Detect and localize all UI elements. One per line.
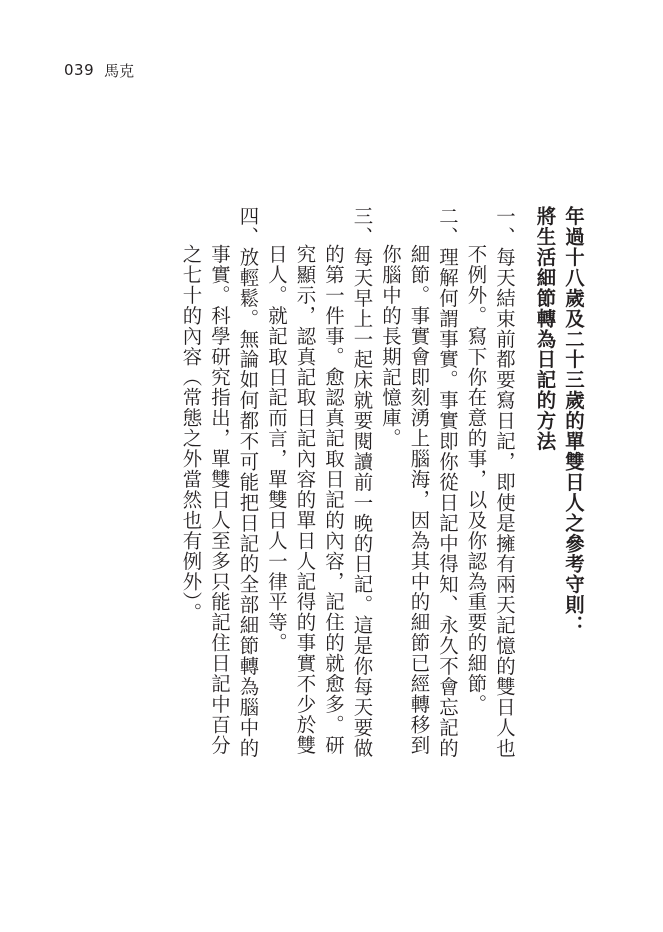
rule-text: 一、每天結束前都要寫日記，即使是擁有兩天記憶的雙日人也不例外。寫下你在意的事，以及你認為重要的細節。 xyxy=(464,206,516,759)
heading-line-2: 將生活細節轉為日記的方法 xyxy=(533,206,557,452)
rule-item xyxy=(461,206,518,774)
rule-item xyxy=(176,206,262,774)
rule-item xyxy=(376,206,462,774)
book-title: 馬克 xyxy=(104,61,135,80)
rule-text: 四、放輕鬆。無論如何都不可能把日記的全部細節轉為腦中的事實。科學研究指出，單雙日人至多只能記住日記中百分之七十的內容（常態之外當然也有例外）。 xyxy=(179,206,260,759)
page-header xyxy=(64,58,134,82)
rule-text: 二、理解何謂事實。事實即你從日記中得知、永久不會忘記的細節。事實會即刻湧上腦海，因為其中的細節已經轉移到你腦中的長期記憶庫。 xyxy=(379,206,459,759)
page-number: 039 xyxy=(64,61,95,79)
body-text xyxy=(179,206,587,774)
heading-line-1: 年過十八歲及二十三歲的單雙日人之參考守則： xyxy=(562,206,585,636)
rule-item xyxy=(262,206,376,774)
rule-text: 三、每天早上一起床就要閱讀前一晚的日記。這是你每天要做的第一件事。愈認真記取日記的內容，記住的就愈多。研究顯示，認真記取日記內容的單日人記得的事實不少於雙日人。就記取日記而言，單雙日人一律平等。 xyxy=(265,206,374,759)
section-heading xyxy=(530,206,587,774)
